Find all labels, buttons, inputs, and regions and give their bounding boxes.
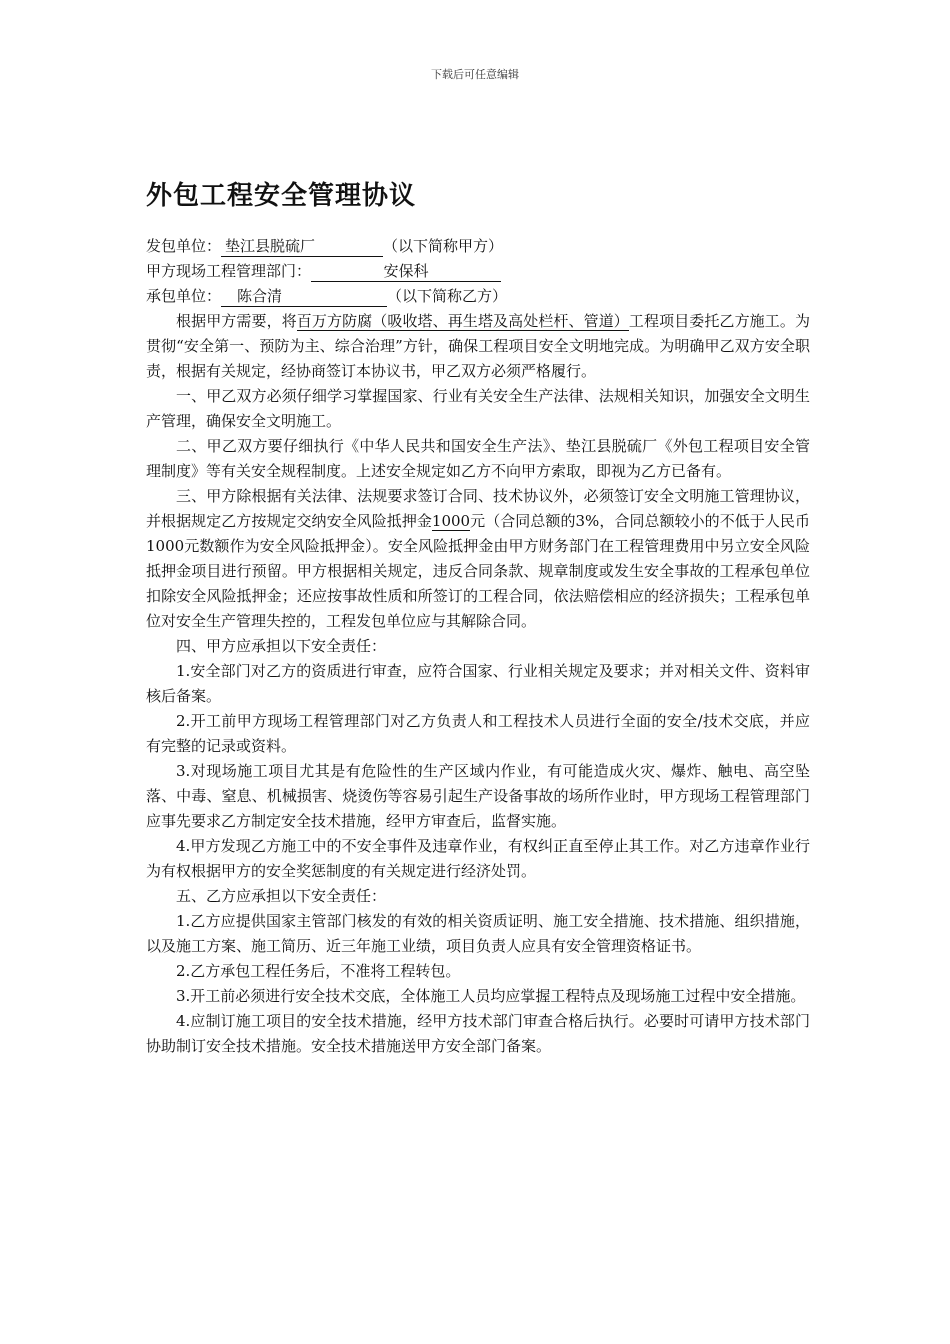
clause-1: 一、甲乙双方必须仔细学习掌握国家、行业有关安全生产法律、法规相关知识，加强安全文明生产管理，确保安全文明施工。 bbox=[146, 387, 810, 430]
document-title: 外包工程安全管理协议 bbox=[146, 181, 417, 211]
intro-paragraph bbox=[146, 309, 810, 384]
header-note: 下载后可任意编辑 bbox=[431, 68, 519, 81]
intro-pre: 根据甲方需要，将 bbox=[176, 312, 297, 330]
clause-5-item: 1.乙方应提供国家主管部门核发的有效的相关资质证明、施工安全措施、技术措施、组织措施，以及施工方案、施工简历、近三年施工业绩，项目负责人应具有安全管理资格证书。 bbox=[146, 912, 810, 955]
contractor-label: 发包单位： bbox=[146, 237, 222, 255]
dept-label: 甲方现场工程管理部门： bbox=[146, 262, 312, 280]
subcontractor-value: 陈合清 bbox=[221, 287, 387, 307]
dept-row bbox=[146, 259, 810, 284]
clause-4-item: 2.开工前甲方现场工程管理部门对乙方负责人和工程技术人员进行全面的安全/技术交底，并应有完整的记录或资料。 bbox=[146, 712, 810, 755]
clause-4-item: 1.安全部门对乙方的资质进行审查，应符合国家、行业相关规定及要求；并对相关文件、资料审核后备案。 bbox=[146, 662, 810, 705]
clause-4-item: 3.对现场施工项目尤其是有危险性的生产区域内作业，有可能造成火灾、爆炸、触电、高空坠落、中毒、窒息、机械损害、烧烫伤等容易引起生产设备事故的场所作业时，甲方现场工程管理部门应事先要求乙方制定安全技术措施，经甲方审查后，监督实施。 bbox=[146, 762, 810, 830]
clause-5-item: 3.开工前必须进行安全技术交底，全体施工人员均应掌握工程特点及现场施工过程中安全措施。 bbox=[176, 987, 806, 1005]
project-name: 百万方防腐（吸收塔、再生塔及高处栏杆、管道） bbox=[296, 312, 629, 330]
clause-5-heading: 五、乙方应承担以下安全责任： bbox=[176, 887, 387, 905]
clause-3 bbox=[146, 484, 810, 634]
clause-3-pre: 三、甲方除根据有关法律、法规要求签订合同、技术协议外，必须签订安全文明施工管理协议，并根据规定乙方按规定交纳安全风险抵押金 bbox=[146, 487, 810, 530]
subcontractor-label: 承包单位： bbox=[146, 287, 222, 305]
clause-5-item: 2.乙方承包工程任务后，不准将工程转包。 bbox=[176, 962, 461, 980]
document-body bbox=[146, 178, 810, 1059]
clause-2: 二、甲乙双方要仔细执行《中华人民共和国安全生产法》、垫江县脱硫厂《外包工程项目安全管理制度》等有关安全规程制度。上述安全规定如乙方不向甲方索取，即视为乙方已备有。 bbox=[146, 437, 810, 480]
clause-4-heading: 四、甲方应承担以下安全责任： bbox=[176, 637, 387, 655]
subcontractor-row bbox=[146, 284, 810, 309]
intro-post: 工程项目委托乙方施工。为贯彻“安全第一、预防为主、综合治理”方针，确保工程项目安全文明地完成。为明确甲乙双方安全职责，根据有关规定，经协商签订本协议书，甲乙双方必须严格履行。 bbox=[146, 312, 810, 380]
dept-value: 安保科 bbox=[311, 262, 501, 282]
clause-4-item: 4.甲方发现乙方施工中的不安全事件及违章作业，有权纠正直至停止其工作。对乙方违章作业行为有权根据甲方的安全奖惩制度的有关规定进行经济处罚。 bbox=[146, 837, 810, 880]
subcontractor-suffix: （以下简称乙方） bbox=[387, 287, 508, 305]
contractor-value: 垫江县脱硫厂 bbox=[221, 237, 383, 257]
clause-5-item: 4.应制订施工项目的安全技术措施，经甲方技术部门审查合格后执行。必要时可请甲方技术部门协助制订安全技术措施。安全技术措施送甲方安全部门备案。 bbox=[146, 1012, 810, 1055]
contractor-row bbox=[146, 234, 810, 259]
clause-3-post: 元（合同总额的3%，合同总额较小的不低于人民币1000元数额作为安全风险抵押金）。安全风险抵押金由甲方财务部门在工程管理费用中另立安全风险抵押金项目进行预留。甲方根据相关规定，违反合同条款、规章制度或发生安全事故的工程承包单位扣除安全风险抵押金；还应按事故性质和所签订的工程合同，依法赔偿相应的经济损失；工程承包单位对安全生产管理失控的，工程发包单位应与其解除合同。 bbox=[146, 512, 810, 630]
contractor-suffix: （以下简称甲方） bbox=[383, 237, 504, 255]
deposit-amount: 1000 bbox=[431, 512, 471, 530]
